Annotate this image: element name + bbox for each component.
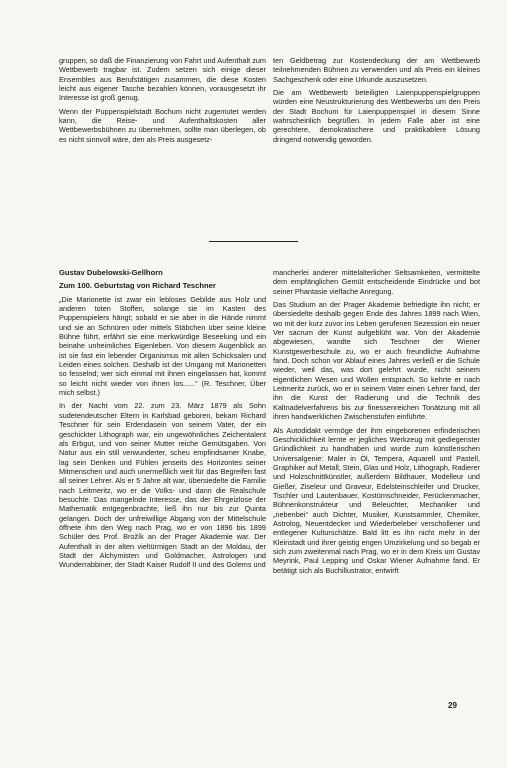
paragraph: Als Autodidakt vermöge der ihm eingeborenen erfinderischen Geschicklichkeit lernte er jegliches Werkzeug mit gediegenster Gründlichkeit zu handhaben und wurde zum künstlerischen Universalgenie: Maler in Öl, Tempera, Aquarell und Pastell, Graphiker auf Metall, Stein, Glas und Holz, Lithograph, Radierer und Holzschnittkünstler, außerdem Bildhauer, Modelleur und Gießer, Ziseleur und Graveur, Edelsteinschleifer und Drucker, Tischler und Lautenbauer, Kostümschneider, Perückenmacher, Bühnenkonstrukteur und Beleuchter, Mechaniker und „nebenbei“ auch Dichter, Musiker, Kunstsammler, Chemiker, Astrolog, Neuentdecker und Wiederbeleber verschollener und entlegener Kulturschätze. Bald litt es ihn nicht mehr in der Kleinstadt und ihrer geistig engen Umzirkelung und so begab er sich zum zweitenmal nach Prag, wo er in dem Kreis um Gustav Meyrink, Paul Lepping und Oskar Wiener Aufnahme fand. Er betätigt sich als Buchillustrator, entwirft xyxy=(273,425,480,575)
paragraph: ten Geldbetrag zur Kostendeckung der am Wettbewerb teilnehmenden Bühnen zu verwenden und als Preis ein kleines Sachgeschenk oder eine Urkunde auszusetzen. xyxy=(273,56,480,84)
continued-text-left-column xyxy=(59,56,266,148)
article-right-column xyxy=(273,268,480,579)
article-author: Gustav Dubelowski-Gellhorn xyxy=(59,268,163,277)
paragraph: Wenn der Puppenspielstadt Bochum nicht zugemutet werden kann, die Reise- und Aufenthaltskosten aller Wettbewerbsbühnen zu übernehmen, sollte man überlegen, ob es nicht sinnvoll wäre, den als Preis ausgesetz- xyxy=(59,106,266,144)
page-number: 29 xyxy=(448,701,457,710)
paragraph: „Die Marionette ist zwar ein lebloses Gebilde aus Holz und anderen toten Stoffen, solange sie im Kasten des Puppenspielers hängt; sobald er sie aber in die Hände nimmt und sie an Schnüren oder mittels Stäbchen über seine kleine Bühne führt, erfährt sie eine merkwürdige Beseelung und ein beinahe unheimliches Eigenleben. Von diesem Augenblick an ist sie fast ein lebender Organismus mit allen Schicksalen und Leiden eines solchen. Deshalb ist der Umgang mit Marionetten so fesselnd; wer sich einmal mit ihnen eingelassen hat, kommt so leicht nicht wieder von ihnen los......“ (R. Teschner, Über mich selbst.) xyxy=(59,294,266,398)
article-title: Zum 100. Geburtstag von Richard Teschner xyxy=(59,281,216,291)
section-divider xyxy=(209,241,298,242)
paragraph: Das Studium an der Prager Akademie befriedigte ihn nicht; er übersiedelte deshalb gegen Ende des Jahres 1899 nach Wien, wo mit der kurz zuvor ins Leben gerufenen Sezession ein neuer Ver sacrum der Kunst aufgeblüht war. Von der Akademie abgewiesen, wandte sich Teschner der Wiener Kunstgewerbeschule zu, wo er auch freundliche Aufnahme fand. Doch schon vor Ablauf eines Jahres verließ er die Schule wieder, weil das, was dort gelehrt wurde, nicht seinem eigentlichen Wesen und Wollen entsprach. So kehrte er nach Leitmeritz zurück, wo er in seinem Vater einen Lehrer fand, der ihn die Kunst der Radierung und die Technik des Kaltnadelverfahrens bis zur finessenreichen Tonätzung mit all ihren handwerklichen Zwischenstufen einführte. xyxy=(273,300,480,422)
paragraph: mancherlei anderer mittelalterlicher Seltsamkeiten, vermittelte dem empfänglichen Gemüt entscheidende Eindrücke und bot seiner Phantasie vielfache Anregung. xyxy=(273,268,480,296)
paragraph: In der Nacht vom 22. zum 23. März 1879 als Sohn sudetendeutscher Eltern in Karlsbad geboren, bekam Richard Teschner für sein Erdendasein von seinem Vater, der ein geschickter Lithograph war, ein ungewöhnliches Zeichentalent als Erbgut, und von seiner Mutter reiche Gemütsgaben. Von Natur aus ein still verwunderter, scheu empfindsamer Knabe, lag sein Denken und Fühlen jenseits des Horizontes seiner Mitmenschen und auch unermeßlich weit für das Begreifen fast all seiner Lehrer. Als er 5 Jahre alt war, übersiedelte die Familie nach Leitmeritz, wo er die Volks- und dann die Realschule besuchte. Das mangelnde Interesse, das der Ehrgeizlose der Mathematik entgegenbrachte, ließ ihn nur bis zur Quinta gelangen. Doch der unfreiwillige Abgang von der Mittelschule öffnete ihm den Weg nach Prag, wo er von 1896 bis 1899 Schüler des Prof. Brožík an der Prager Akademie war. Der Aufenthalt in der alten vieltürmigen Stadt an der Moldau, der Stadt der Alchymisten und Goldmacher, Astrologen und Wunderrabbiner, der Stadt Kaiser Rudolf II und des Golems und xyxy=(59,401,266,570)
paragraph: gruppen, so daß die Finanzierung von Fahrt und Aufenthalt zum Wettbewerb tragbar ist. Zudem setzen sich einige dieser Ensembles aus Berufstätigen zusammen, die diese Kosten leicht aus eigener Tasche bezahlen können, vorausgesetzt ihr Interesse ist groß genug. xyxy=(59,56,266,103)
continued-text-right-column xyxy=(273,56,480,148)
paragraph: Die am Wettbewerb beteiligten Laienpuppenspielgruppen würden eine Neustrukturierung des Wettbewerbs um den Preis der Stadt Bochum für Laienpuppenspiel in diesem Sinne wahrscheinlich begrüßen. In jedem Falle aber ist eine gerechtere, demokratischere und praktikablere Lösung dringend notwendig geworden. xyxy=(273,88,480,144)
article-left-column xyxy=(59,268,266,574)
